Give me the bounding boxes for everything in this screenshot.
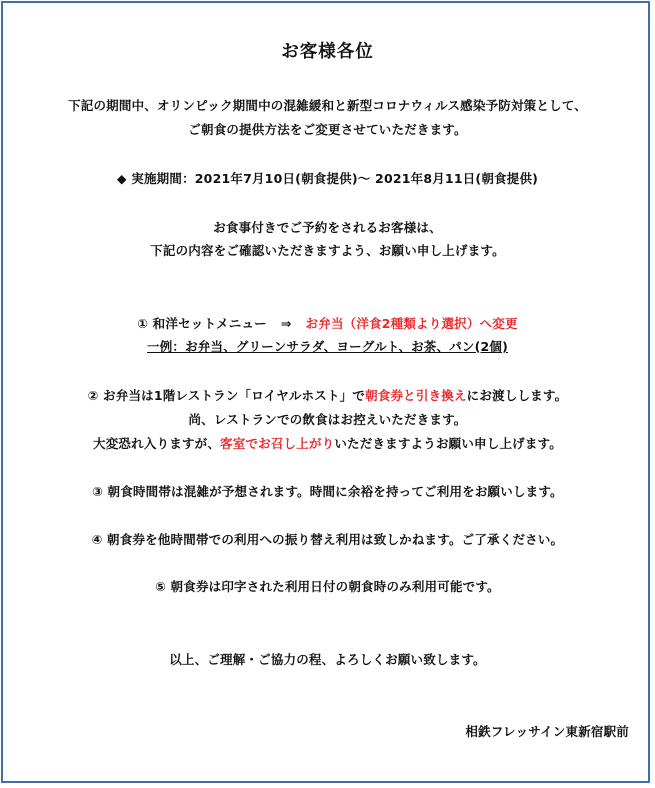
item-2-pre: ② お弁当は1階レストラン「ロイヤルホスト」で [87,388,366,403]
item-1-example [0,339,655,355]
item-2-line-2: 尚、レストランでの飲食はお控えいただきます。 [188,412,467,427]
notice-line-2: 下記の内容をご確認いただきますよう、お願い申し上げます。 [150,243,505,258]
item-2-line-3 [0,436,655,452]
closing-line: 以上、ご理解・ご協力の程、よろしくお願い致します。 [169,652,486,667]
item-1-example-text: 一例：お弁当、グリーンサラダ、ヨーグルト、お茶、パン(2個) [147,339,508,354]
signature: 相鉄フレッサイン東新宿駅前 [465,724,629,739]
intro-line-2: ご朝食の提供方法をご変更させていただきます。 [188,122,467,137]
page-title: お客様各位 [281,42,374,62]
notice-line-1: お食事付きでご予約をされるお客様は、 [213,220,442,235]
item-2-line-3-highlight: 客室でお召し上がり [220,436,335,451]
arrow-icon: ⇒ [280,316,292,331]
item-2-post: にお渡しします。 [466,388,568,403]
period-line: ◆ 実施期間：2021年7月10日(朝食提供)～ 2021年8月11日(朝食提供) [116,171,539,186]
item-1-change: お弁当（洋食2種類より選択）へ変更 [305,316,518,331]
intro-line-1: 下記の期間中、オリンピック期間中の混雑緩和と新型コロナウィルス感染予防対策として、 [68,98,587,113]
item-5: ⑤ 朝食券は印字された利用日付の朝食時のみ利用可能です。 [155,579,500,594]
item-3: ③ 朝食時間帯は混雑が予想されます。時間に余裕を持ってご利用をお願いします。 [92,484,563,499]
item-4: ④ 朝食券を他時間帯での利用への振り替え利用は致しかねます。ご了承ください。 [91,532,564,547]
item-2-line-3-pre: 大変恐れ入りますが、 [93,436,221,451]
item-2-line-1 [0,388,655,404]
item-2-line-3-post: いただきますようお願い申し上げます。 [334,436,562,451]
item-1-label: ① 和洋セットメニュー [137,316,267,331]
item-2-highlight: 朝食券と引き換え [365,388,467,403]
item-1 [0,316,655,332]
